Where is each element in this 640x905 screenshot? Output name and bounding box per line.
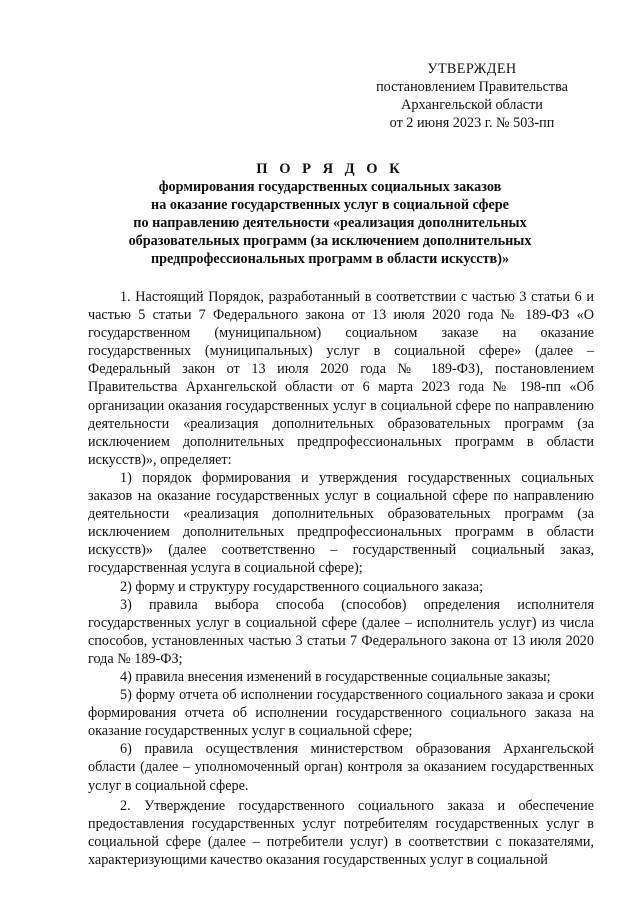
title-line-1: формирования государственных социальных заказов xyxy=(158,179,502,195)
list-item-4: 4) правила внесения изменений в государственные социальные заказы; xyxy=(120,668,551,685)
list-item-6: 6) правила осуществления министерством образования Архангельской области (далее – уполномоченный орган) контроля за оказанием государственных услуг в социальной сфере. xyxy=(88,741,594,794)
approval-line-1: постановлением Правительства xyxy=(376,79,568,95)
document-title xyxy=(100,160,560,268)
list-item-1: 1) порядок формирования и утверждения государственных социальных заказов на оказание государственных услуг в социальной сфере по направлению деятельности «реализация дополнительных образовательных программ (за исключением дополнительных предпрофессиональных программ в области искусств)» (далее соответственно – государственный социальный заказ, государственная услуга в социальной сфере); xyxy=(88,469,594,577)
list-item-5: 5) форму отчета об исполнении государственного социального заказа и сроки формирования отчета об исполнении государственного социального заказа на оказание государственных услуг в социальной сфере; xyxy=(88,687,594,740)
title-line-5: предпрофессиональных программ в области искусств)» xyxy=(150,251,510,267)
title-main: П О Р Я Д О К xyxy=(256,161,404,177)
title-line-4: образовательных программ (за исключением дополнительных xyxy=(128,233,532,249)
approval-line-2: Архангельской области xyxy=(401,97,543,113)
approval-stamp xyxy=(352,60,592,132)
list-item-3: 3) правила выбора способа (способов) определения исполнителя государственных услуг в социальной сфере (далее – исполнитель услуг) из числа способов, установленных частью 3 статьи 7 Федерального закона от 13 июля 2020 года № 189-ФЗ; xyxy=(88,596,594,667)
title-line-2: на оказание государственных услуг в социальной сфере xyxy=(151,197,509,213)
document-body xyxy=(88,288,594,869)
list-item-2: 2) форму и структуру государственного социального заказа; xyxy=(120,578,484,595)
title-line-3: по направлению деятельности «реализация дополнительных xyxy=(133,215,527,231)
approval-heading: УТВЕРЖДЕН xyxy=(427,61,517,77)
paragraph-1: 1. Настоящий Порядок, разработанный в соответствии с частью 3 статьи 6 и частью 5 статьи 7 Федерального закона от 13 июля 2020 года № 189-ФЗ «О государственном (муниципальном) социальном заказе на оказание государственных (муниципальных) услуг в социальной сфере» (далее – Федеральный закон от 13 июля 2020 года № 189-ФЗ), постановлением Правительства Архангельской области от 6 марта 2023 года № 198-пп «Об организации оказания государственных услуг в социальной сфере по направлению деятельности «реализация дополнительных образовательных программ (за исключением дополнительных предпрофессиональных программ в области искусств)», определяет: xyxy=(88,289,594,468)
approval-line-3: от 2 июня 2023 г. № 503-пп xyxy=(389,115,555,131)
paragraph-2: 2. Утверждение государственного социального заказа и обеспечение предоставления государственных услуг потребителям государственных услуг в социальной сфере (далее – потребители услуг) в соответствии с показателями, характеризующими качество оказания государственных услуг в социальной xyxy=(88,797,594,868)
